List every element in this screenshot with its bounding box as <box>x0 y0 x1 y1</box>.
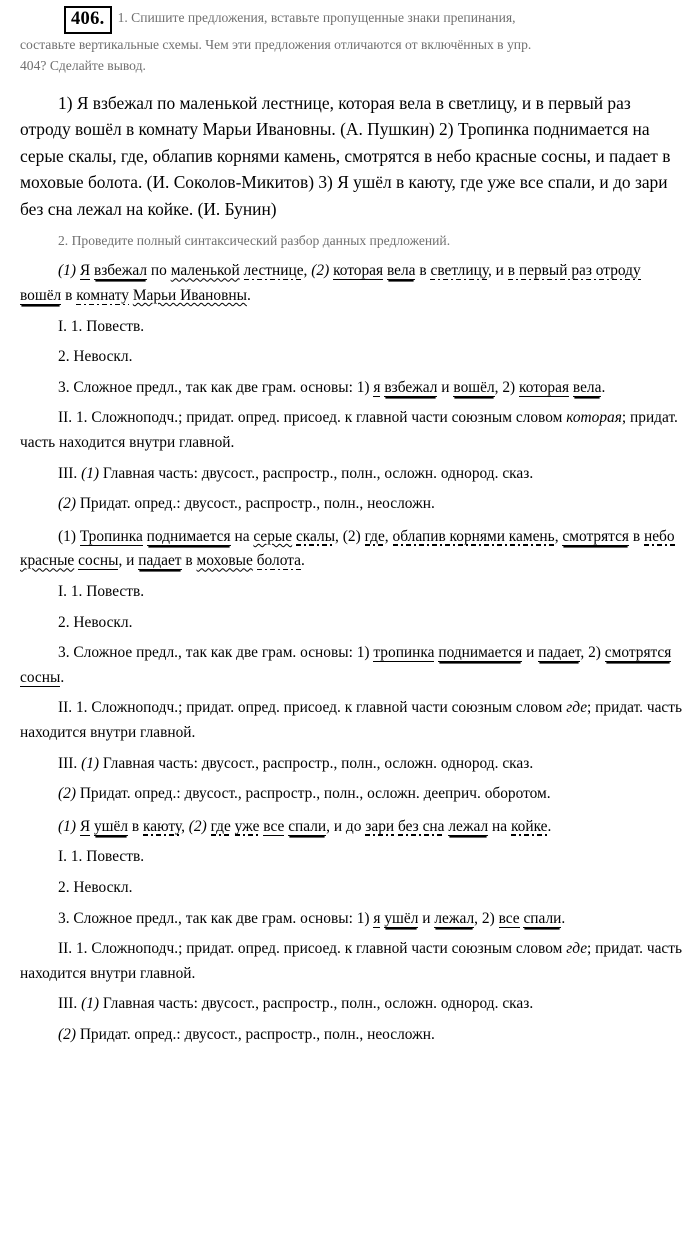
line-3-prefix: 3. Сложное предл., так как две грам. основы: 1) <box>58 378 370 396</box>
subject-word: Я <box>79 262 91 280</box>
line-III-cont: сказ. <box>502 995 534 1013</box>
roman-numeral: III. <box>58 995 78 1013</box>
line-II-b-post: ; придат. часть находится внутри главной. <box>20 409 678 452</box>
plain-text: на <box>234 527 250 545</box>
plain-text: , 2) <box>494 378 516 396</box>
source-sentence-2-text: Тропинка поднимается на серые скалы, где, облапив корнями камень, смотрятся в небо красные сосны, и падает в моховые болота. <box>20 119 671 193</box>
line-II-a: II. 1. Сложноподч.; придат. опред. присоед. к главной части союзным <box>58 940 512 958</box>
line-IV-cont: оборотом. <box>484 785 551 803</box>
clause-label-2: (2) <box>342 527 361 545</box>
definition-word: красные <box>20 552 75 570</box>
adverbial-word: болота <box>256 552 301 570</box>
line-3-prefix: 3. Сложное предл., так как две грам. основы: 1) <box>58 909 370 927</box>
adverbial-word: лестнице <box>243 262 304 280</box>
line-II-b-pre: словом <box>515 940 563 958</box>
basis-predicate: поднимается <box>438 644 523 662</box>
line-II-b-post: ; придат. часть находится внутри главной. <box>20 940 682 982</box>
analysis-2-line-2: 2. Невоскл. <box>58 613 133 631</box>
task2-instruction: 2. Проведите полный синтаксический разбор данных предложений. <box>58 233 451 249</box>
task1-line3: 404? Сделайте вывод. <box>20 57 146 73</box>
line-III-text: Главная часть: двусост., распростр., полн., осложн. однород. <box>102 464 499 482</box>
adverbial-word: где <box>210 817 231 835</box>
clause-label-1: (1) <box>58 817 76 835</box>
basis-subject: тропинка <box>373 644 435 662</box>
definition-word: маленькой <box>170 262 240 280</box>
definition-word: моховые <box>196 552 253 570</box>
line-IV-text: Придат. опред.: двусост., распростр., полн., осложн. дееприч. <box>79 785 481 803</box>
adverbial-word: уже <box>234 817 260 835</box>
source-sentence-1-text: Я взбежал по маленькой лестнице, которая вела в светлицу, и в первый раз отроду вошёл в комнату Марьи Ивановны. <box>20 92 631 140</box>
source-text <box>0 90 700 223</box>
period: . <box>246 287 251 305</box>
basis-subject: сосны <box>20 668 61 686</box>
analysis-1-line-II <box>0 406 700 455</box>
comma: , <box>181 817 185 835</box>
task1-line1: 1. Спишите предложения, вставьте пропущенные знаки препинания, <box>117 10 516 25</box>
period: . <box>60 668 65 686</box>
clause-label-1: (1) <box>58 262 76 280</box>
definition-phrase: Марьи Ивановны <box>132 287 247 305</box>
line-III-cont: сказ. <box>502 464 534 482</box>
subject-word: Тропинка <box>79 527 143 545</box>
clause-ref: (1) <box>81 995 100 1013</box>
line-II-b-post: ; придат. часть находится внутри главной. <box>20 699 682 741</box>
analysis-2-line-3 <box>0 641 700 690</box>
conjunctive-word: где <box>566 699 588 717</box>
predicate-word: взбежал <box>93 262 148 280</box>
conjunction: и <box>422 909 431 927</box>
analysis-1-line-3 <box>0 376 700 401</box>
plain-text: , 2) <box>580 644 601 662</box>
plain-text: по <box>150 262 167 280</box>
line-II-a: II. 1. Сложноподч.; придат. опред. присоед. к главной части союзным <box>58 699 512 717</box>
clause-ref: (1) <box>81 464 100 482</box>
basis-predicate: вела <box>572 378 602 396</box>
source-sentence-1-author: (А. Пушкин) <box>340 119 435 140</box>
adverbial-word: комнату <box>76 287 129 305</box>
subject-word: все <box>263 817 285 835</box>
line-3-prefix: 3. Сложное предл., так как две грам. основы: 1) <box>58 644 370 662</box>
basis-predicate: взбежал <box>384 378 438 396</box>
basis-predicate: спали <box>523 909 562 927</box>
adverbial-word: каюту <box>143 817 182 835</box>
predicate-word: ушёл <box>93 817 128 835</box>
predicate-word: падает <box>138 552 182 570</box>
predicate-word: вела <box>386 262 416 280</box>
adverbial-phrase: без сна <box>398 817 445 835</box>
analysis-1-line-I: I. 1. Повеств. <box>58 317 145 335</box>
clause-ref: (2) <box>58 785 76 803</box>
clause-label-1: (1) <box>58 527 76 545</box>
basis-predicate: вошёл <box>453 378 495 396</box>
basis-predicate: смотрятся <box>604 644 672 662</box>
plain-text: на <box>492 817 508 835</box>
exercise-header <box>0 6 700 34</box>
source-sentence-1-number: 1) <box>58 92 73 113</box>
analysis-2-line-I: I. 1. Повеств. <box>58 583 145 600</box>
source-sentence-2-author: (И. Соколов-Микитов) <box>146 172 314 193</box>
analysis-3-line-IV <box>0 1023 700 1048</box>
source-sentence-3-text: Я ушёл в каюту, где уже все спали, и до зари без сна лежал на койке. <box>20 172 668 219</box>
period: . <box>547 817 552 835</box>
clause-label-2: (2) <box>311 262 330 280</box>
predicate-word: смотрятся <box>562 527 629 545</box>
plain-text: , 2) <box>474 909 495 927</box>
line-II-b-pre: словом <box>515 699 563 717</box>
conjunction: и <box>441 378 450 396</box>
plain-text: в <box>131 817 140 835</box>
roman-numeral: III. <box>58 464 78 482</box>
predicate-word: вошёл <box>20 287 62 305</box>
comma: , <box>335 527 339 545</box>
adverbial-word: койке <box>510 817 548 835</box>
adverbial-word: зари <box>365 817 395 835</box>
source-sentence-3-number: 3) <box>318 172 333 193</box>
exercise-number: 406. <box>64 6 112 34</box>
subject-word: сосны <box>78 552 119 570</box>
basis-predicate: лежал <box>434 909 475 927</box>
plain-text: в <box>632 527 641 545</box>
plain-text: в <box>65 287 73 305</box>
conjunctive-word: где <box>566 940 588 958</box>
clause-ref: (1) <box>81 754 100 772</box>
subject-word: Я <box>79 817 91 835</box>
analysis-3-line-3 <box>0 907 700 932</box>
clause-label-2: (2) <box>188 817 207 835</box>
adverbial-phrase: облапив корнями камень <box>392 527 555 545</box>
conjunctive-word: которая <box>566 409 622 427</box>
analysis-3-line-III <box>0 992 700 1017</box>
adverbial-word: где <box>364 527 385 545</box>
basis-predicate: падает <box>538 644 581 662</box>
plain-text: , и <box>118 552 135 570</box>
line-II-a: II. 1. Сложноподч.; придат. опред. присоед. к главной части союзным <box>58 409 512 427</box>
predicate-word: спали <box>288 817 327 835</box>
predicate-word: поднимается <box>146 527 231 545</box>
line-II-b-pre: словом <box>515 409 563 427</box>
adverbial-word: светлицу <box>430 262 488 280</box>
analysis-2-line-II <box>0 696 700 745</box>
roman-numeral: III. <box>58 754 78 772</box>
conjunction: и <box>526 644 535 662</box>
basis-subject: которая <box>519 378 570 396</box>
plain-text: , и <box>487 262 504 280</box>
period: . <box>601 378 606 396</box>
basis-subject: все <box>498 909 520 927</box>
clause-ref: (2) <box>58 495 76 513</box>
line-IV-text: Придат. опред.: двусост., распростр., полн., неосложн. <box>79 1025 435 1043</box>
analysis-3-line-2: 2. Невоскл. <box>58 878 133 896</box>
analysis-3-line-I: I. 1. Повеств. <box>58 848 145 866</box>
period: . <box>561 909 566 927</box>
adverbial-word: небо <box>643 527 675 545</box>
clause-ref: (2) <box>58 1025 76 1043</box>
plain-text: в <box>419 262 427 280</box>
line-III-text: Главная часть: двусост., распростр., полн., осложн. однород. <box>102 995 499 1013</box>
adverbial-phrase: в первый раз отроду <box>507 262 641 280</box>
task1-line2: составьте вертикальные схемы. Чем эти предложения отличаются от включённых в упр. <box>20 36 532 52</box>
analysis-1-line-III <box>0 462 700 487</box>
analysis-1-line-IV <box>0 492 700 517</box>
basis-subject: я <box>373 909 381 927</box>
analysis-2-line-IV <box>0 782 700 807</box>
plain-text: в <box>185 552 193 570</box>
basis-predicate: ушёл <box>384 909 419 927</box>
predicate-word: лежал <box>448 817 489 835</box>
definition-word: серые <box>253 527 293 545</box>
line-IV-text: Придат. опред.: двусост., распростр., полн., неосложн. <box>79 495 435 513</box>
adverbial-word: скалы <box>295 527 336 545</box>
analysis-2-line-III <box>0 752 700 777</box>
marked-sentence-3 <box>0 815 700 840</box>
line-III-cont: сказ. <box>502 754 534 772</box>
subject-word: которая <box>333 262 384 280</box>
basis-subject: я <box>373 378 381 396</box>
marked-sentence-2 <box>0 525 700 574</box>
period: . <box>300 552 305 570</box>
line-III-text: Главная часть: двусост., распростр., полн., осложн. однород. <box>102 754 499 772</box>
analysis-3-line-II <box>0 937 700 986</box>
plain-text: , <box>554 527 559 545</box>
analysis-1-line-2: 2. Невоскл. <box>58 348 133 366</box>
source-sentence-2-number: 2) <box>439 119 454 140</box>
plain-text: , и до <box>326 817 362 835</box>
plain-text: , <box>384 527 389 545</box>
marked-sentence-1 <box>0 259 700 308</box>
source-sentence-3-author: (И. Бунин) <box>197 198 277 219</box>
comma: , <box>303 262 308 280</box>
